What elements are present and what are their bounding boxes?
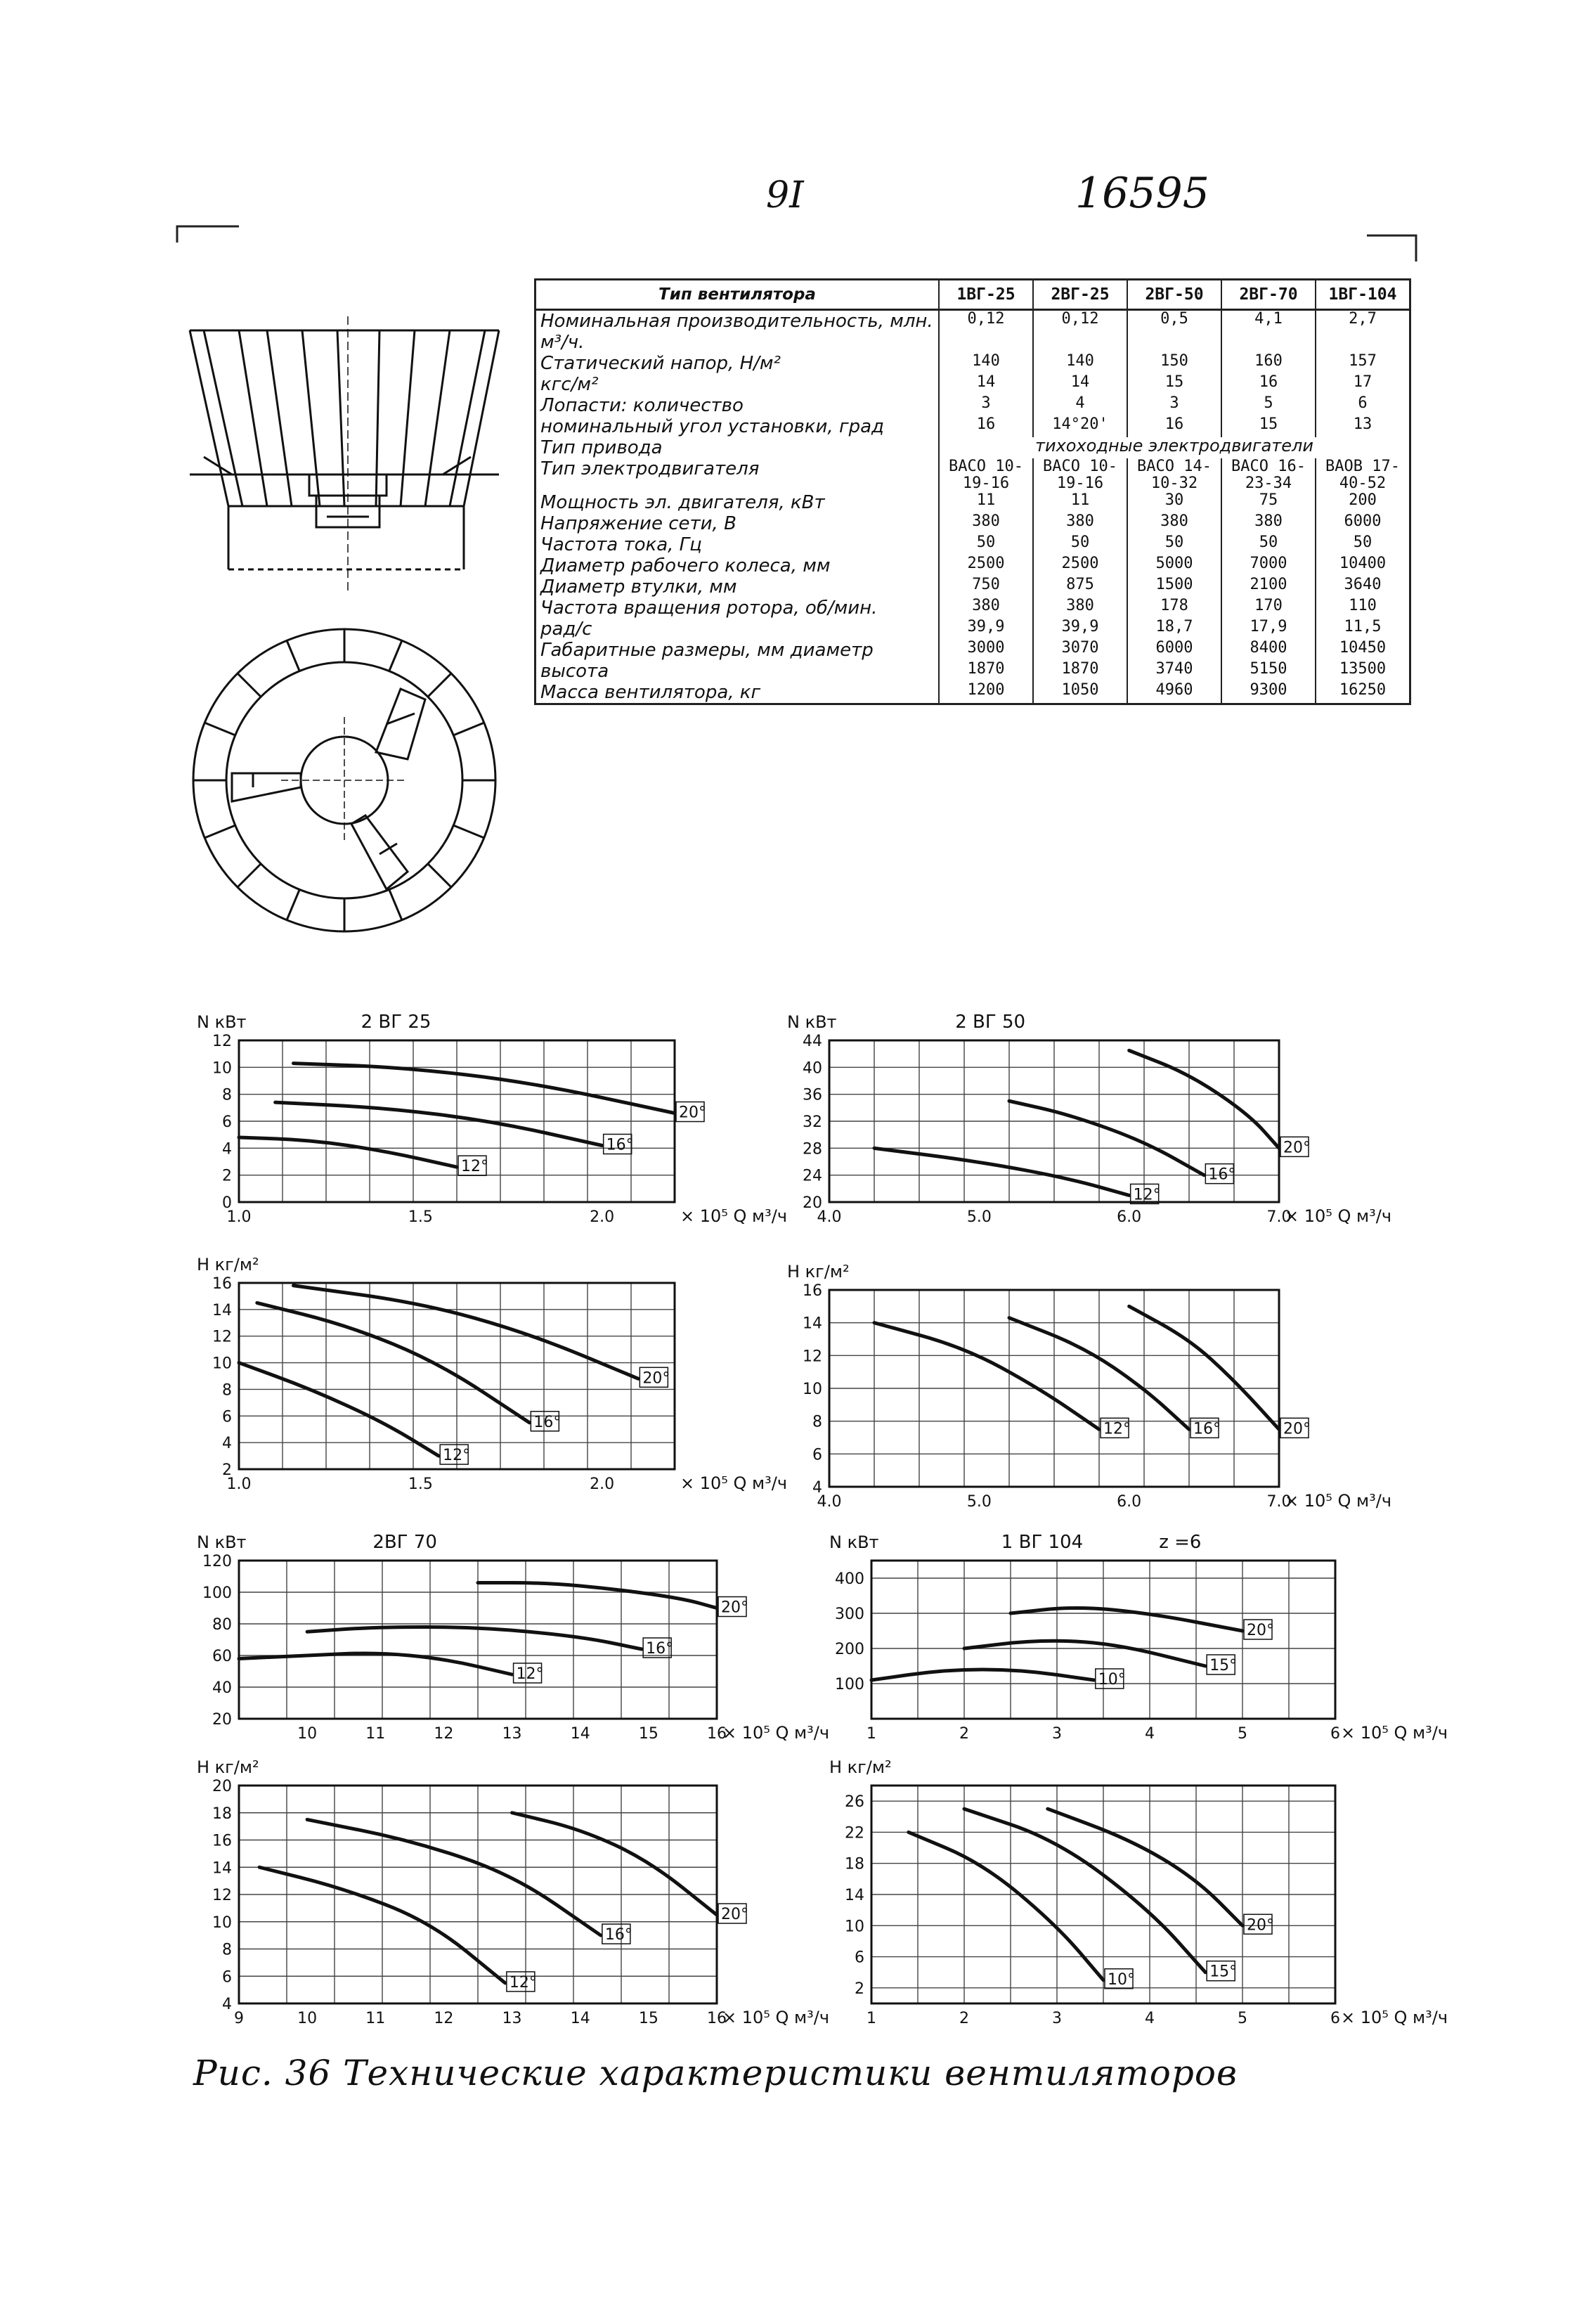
y-tick-label: 100 [202, 1584, 232, 1602]
x-tick-label: 11 [365, 1725, 386, 1743]
param-name: Тип привода [536, 437, 940, 458]
y-tick-label: 14 [803, 1315, 822, 1333]
series-label: 12° [461, 1158, 488, 1176]
param-value: 7000 [1221, 555, 1316, 576]
y-axis-label: H кг/м² [197, 1255, 259, 1274]
param-value: 1500 [1127, 576, 1221, 598]
param-value: ВАСО 16-23-34 [1221, 458, 1316, 492]
param-value: 10400 [1316, 555, 1410, 576]
series-label: 20° [721, 1906, 748, 1924]
param-value: 30 [1127, 492, 1221, 513]
y-tick-label: 20 [803, 1194, 822, 1212]
param-value: 6 [1316, 395, 1410, 416]
y-tick-label: 80 [212, 1616, 232, 1634]
table-row [536, 576, 1410, 598]
series-curve [307, 1819, 601, 1935]
y-tick-label: 40 [212, 1679, 232, 1697]
y-tick-label: 2 [222, 1167, 232, 1185]
y-tick-label: 12 [803, 1348, 822, 1366]
param-value: 16 [1221, 374, 1316, 395]
param-value: 1870 [1033, 661, 1127, 682]
param-value: 5000 [1127, 555, 1221, 576]
param-value: 14°20' [1033, 416, 1127, 437]
table-row [536, 555, 1410, 576]
x-tick-label: 10 [297, 2010, 318, 2027]
param-value: 1200 [939, 682, 1033, 704]
param-value: 380 [939, 598, 1033, 619]
series-curve [239, 1653, 512, 1674]
y-axis-label: N кВт [829, 1532, 879, 1552]
figure-caption: Рис. 36 Технические характеристики вентиляторов [193, 2053, 1238, 2093]
param-value: 16250 [1316, 682, 1410, 704]
param-name: Частота вращения ротора, об/мин. [536, 598, 940, 619]
table-row [536, 619, 1410, 640]
param-value: 5150 [1221, 661, 1316, 682]
series-label: 20° [1247, 1916, 1274, 1935]
param-value: 178 [1127, 598, 1221, 619]
chart-pressure-2vg25 [183, 1248, 788, 1504]
table-row [536, 661, 1410, 682]
x-axis-label: × 10⁵ Q м³/ч [680, 1206, 788, 1226]
param-value: 8400 [1221, 640, 1316, 661]
param-value: ВАСО 10-19-16 [939, 458, 1033, 492]
x-axis-label: × 10⁵ Q м³/ч [1285, 1491, 1392, 1511]
y-axis-label: N кВт [787, 1012, 837, 1032]
x-tick-label: 4 [1145, 2010, 1155, 2027]
series-curve [874, 1148, 1129, 1195]
x-tick-label: 1 [867, 2010, 876, 2027]
param-name: Габаритные размеры, мм диаметр [536, 640, 940, 661]
param-value: 16 [1127, 416, 1221, 437]
chart-title: 2 ВГ 25 [361, 1012, 431, 1033]
param-value: 4 [1033, 395, 1127, 416]
param-value: 50 [1127, 534, 1221, 555]
param-value: 6000 [1127, 640, 1221, 661]
y-tick-label: 2 [222, 1461, 232, 1479]
param-name: рад/с [536, 619, 940, 640]
param-value: 875 [1033, 576, 1127, 598]
y-tick-label: 32 [803, 1113, 822, 1131]
series-curve [478, 1583, 717, 1608]
param-value: 50 [1221, 534, 1316, 555]
x-tick-label: 13 [502, 1725, 522, 1743]
series-label: 20° [679, 1104, 706, 1122]
y-tick-label: 4 [222, 1140, 232, 1158]
x-tick-label: 1 [867, 1725, 876, 1743]
param-name: Мощность эл. двигателя, кВт [536, 492, 940, 513]
series-label: 16° [533, 1413, 562, 1431]
series-curve [239, 1363, 439, 1457]
x-tick-label: 1.0 [226, 1208, 252, 1226]
y-tick-label: 14 [212, 1301, 232, 1319]
x-axis-label: × 10⁵ Q м³/ч [722, 1723, 830, 1743]
x-axis-label: × 10⁵ Q м³/ч [1341, 2008, 1448, 2027]
model-header: 2ВГ-70 [1221, 280, 1316, 310]
series-label: 12° [1103, 1420, 1131, 1438]
y-tick-label: 8 [812, 1413, 822, 1431]
param-value: ВАСО 14-10-32 [1127, 458, 1221, 492]
y-tick-label: 2 [855, 1980, 864, 1998]
series-label: 10° [1108, 1970, 1135, 1989]
chart-pressure-2vg70 [183, 1754, 829, 2049]
x-tick-label: 2 [959, 1725, 969, 1743]
x-tick-label: 6.0 [1117, 1208, 1142, 1226]
table-header-param: Тип вентилятора [536, 280, 940, 310]
x-tick-label: 1.5 [408, 1208, 433, 1226]
y-tick-label: 14 [212, 1859, 232, 1878]
x-tick-label: 9 [234, 2010, 244, 2027]
y-tick-label: 28 [803, 1140, 822, 1158]
series-curve [294, 1286, 639, 1379]
x-tick-label: 12 [434, 1725, 454, 1743]
y-axis-label: H кг/м² [787, 1262, 850, 1282]
y-tick-label: 4 [222, 1435, 232, 1453]
x-tick-label: 2.0 [590, 1208, 615, 1226]
x-tick-label: 3 [1052, 1725, 1062, 1743]
series-label: 12° [1133, 1186, 1161, 1204]
chart-title: 1 ВГ 104 [1001, 1532, 1084, 1553]
model-header: 2ВГ-50 [1127, 280, 1221, 310]
chart-subtitle: z =6 [1159, 1532, 1202, 1553]
series-curve [512, 1813, 717, 1915]
y-tick-label: 10 [845, 1918, 864, 1936]
table-header-row [536, 280, 1410, 310]
y-tick-label: 12 [212, 1328, 232, 1346]
x-tick-label: 1.5 [408, 1476, 433, 1493]
series-curve [307, 1627, 642, 1650]
series-curve [1009, 1101, 1204, 1175]
x-tick-label: 5.0 [966, 1208, 992, 1226]
x-tick-label: 14 [570, 1725, 590, 1743]
x-tick-label: 13 [502, 2010, 522, 2027]
y-tick-label: 10 [212, 1913, 232, 1932]
param-span-value: тихоходные электродвигатели [939, 437, 1410, 458]
series-label: 10° [1098, 1671, 1126, 1689]
x-tick-label: 16 [707, 2010, 727, 2027]
series-label: 20° [1283, 1139, 1311, 1157]
table-row [536, 534, 1410, 555]
y-tick-label: 18 [212, 1805, 232, 1823]
x-tick-label: 6 [1330, 1725, 1340, 1743]
param-value: 150 [1127, 353, 1221, 374]
y-tick-label: 0 [222, 1194, 232, 1212]
x-axis-label: × 10⁵ Q м³/ч [1341, 1723, 1448, 1743]
param-value: 4960 [1127, 682, 1221, 704]
series-curve [871, 1670, 1094, 1680]
series-label: 16° [606, 1136, 634, 1154]
model-header: 2ВГ-25 [1033, 280, 1127, 310]
y-tick-label: 300 [835, 1606, 864, 1623]
param-value: 0,5 [1127, 310, 1221, 354]
y-tick-label: 400 [835, 1570, 864, 1588]
chart-pressure-2vg50 [773, 1248, 1441, 1529]
x-tick-label: 5 [1238, 1725, 1247, 1743]
x-tick-label: 12 [434, 2010, 454, 2027]
param-value: 0,12 [1033, 310, 1127, 354]
param-value: 11 [1033, 492, 1127, 513]
param-value: ВАСО 10-19-16 [1033, 458, 1127, 492]
x-tick-label: 2.0 [590, 1476, 615, 1493]
y-tick-label: 24 [803, 1167, 822, 1185]
param-value: 3 [1127, 395, 1221, 416]
param-value: 2500 [1033, 555, 1127, 576]
y-tick-label: 10 [803, 1381, 822, 1398]
param-value: 380 [1221, 513, 1316, 534]
table-row [536, 492, 1410, 513]
param-value: 75 [1221, 492, 1316, 513]
series-label: 20° [721, 1599, 748, 1617]
series-label: 16° [604, 1926, 632, 1944]
x-axis-label: × 10⁵ Q м³/ч [722, 2008, 830, 2027]
param-value: 380 [1127, 513, 1221, 534]
y-tick-label: 20 [212, 1711, 232, 1729]
chart-power-2vg70 [183, 1525, 829, 1750]
specification-table [534, 278, 1411, 705]
x-tick-label: 5 [1238, 2010, 1247, 2027]
y-tick-label: 10 [212, 1059, 232, 1078]
x-tick-label: 4 [1145, 1725, 1155, 1743]
param-value: 39,9 [1033, 619, 1127, 640]
series-label: 20° [1283, 1420, 1311, 1438]
y-tick-label: 12 [212, 1887, 232, 1904]
param-value: 5 [1221, 395, 1316, 416]
series-label: 16° [646, 1640, 674, 1658]
fan-drawing [176, 295, 541, 956]
series-curve [1129, 1050, 1279, 1148]
param-value: 2,7 [1316, 310, 1410, 354]
series-label: 15° [1209, 1657, 1238, 1674]
table-row [536, 458, 1410, 492]
chart-title: 2ВГ 70 [372, 1532, 437, 1553]
series-curve [964, 1809, 1205, 1973]
param-value: 1870 [939, 661, 1033, 682]
param-value: 0,12 [939, 310, 1033, 354]
y-tick-label: 18 [845, 1855, 864, 1873]
y-tick-label: 10 [212, 1355, 232, 1373]
series-curve [1011, 1608, 1242, 1632]
chart-title: 2 ВГ 50 [955, 1012, 1026, 1033]
model-header: 1ВГ-104 [1316, 280, 1410, 310]
param-value: 380 [1033, 598, 1127, 619]
table-row [536, 395, 1410, 416]
param-name: Напряжение сети, В [536, 513, 940, 534]
y-tick-label: 120 [202, 1553, 232, 1570]
y-tick-label: 4 [812, 1479, 822, 1497]
param-value: 110 [1316, 598, 1410, 619]
param-value: 2100 [1221, 576, 1316, 598]
y-tick-label: 60 [212, 1648, 232, 1665]
y-axis-label: N кВт [197, 1012, 247, 1032]
y-tick-label: 44 [803, 1033, 822, 1050]
y-tick-label: 100 [835, 1676, 864, 1693]
table-row [536, 682, 1410, 704]
x-tick-label: 2 [959, 2010, 969, 2027]
param-value: 200 [1316, 492, 1410, 513]
series-label: 16° [1193, 1420, 1221, 1438]
series-label: 12° [443, 1447, 471, 1465]
param-value: 2500 [939, 555, 1033, 576]
param-value: 17 [1316, 374, 1410, 395]
param-name: номинальный угол установки, град [536, 416, 940, 437]
y-tick-label: 8 [222, 1086, 232, 1104]
y-tick-label: 6 [222, 1968, 232, 1987]
y-tick-label: 22 [845, 1824, 864, 1842]
chart-power-2vg25 [183, 998, 788, 1237]
model-header: 1ВГ-25 [939, 280, 1033, 310]
x-tick-label: 10 [297, 1725, 318, 1743]
y-tick-label: 6 [222, 1113, 232, 1131]
param-value: 157 [1316, 353, 1410, 374]
param-name: Частота тока, Гц [536, 534, 940, 555]
fan-side-view [190, 316, 499, 590]
param-value: 140 [939, 353, 1033, 374]
param-value: 15 [1221, 416, 1316, 437]
param-value: 13 [1316, 416, 1410, 437]
param-name: Диаметр втулки, мм [536, 576, 940, 598]
series-curve [1129, 1306, 1279, 1429]
page-number: 9I [766, 174, 804, 217]
table-row [536, 640, 1410, 661]
param-value: 3640 [1316, 576, 1410, 598]
x-tick-label: 15 [638, 2010, 658, 2027]
param-value: 11,5 [1316, 619, 1410, 640]
x-tick-label: 5.0 [966, 1493, 992, 1511]
y-tick-label: 16 [212, 1275, 232, 1293]
series-label: 15° [1209, 1963, 1238, 1981]
param-value: 3740 [1127, 661, 1221, 682]
param-value: 1050 [1033, 682, 1127, 704]
chart-pressure-1vg104 [794, 1754, 1448, 2049]
x-tick-label: 4.0 [817, 1208, 842, 1226]
x-tick-label: 14 [570, 2010, 590, 2027]
param-value: 39,9 [939, 619, 1033, 640]
x-tick-label: 3 [1052, 2010, 1062, 2027]
param-value: 13500 [1316, 661, 1410, 682]
y-axis-label: H кг/м² [197, 1757, 259, 1777]
y-tick-label: 16 [212, 1832, 232, 1850]
table-row [536, 437, 1410, 458]
param-value: 3070 [1033, 640, 1127, 661]
param-name: Номинальная производительность, млн. м³/ч. [536, 310, 940, 354]
y-tick-label: 200 [835, 1641, 864, 1658]
series-label: 12° [516, 1665, 544, 1683]
x-axis-label: × 10⁵ Q м³/ч [680, 1473, 788, 1493]
y-axis-label: N кВт [197, 1532, 247, 1552]
param-name: кгс/м² [536, 374, 940, 395]
y-tick-label: 26 [845, 1793, 864, 1812]
table-row [536, 353, 1410, 374]
y-tick-label: 20 [212, 1778, 232, 1795]
corner-brackets [0, 0, 1577, 295]
series-curve [275, 1102, 602, 1145]
table-row [536, 513, 1410, 534]
param-value: 50 [1033, 534, 1127, 555]
param-value: 50 [939, 534, 1033, 555]
x-tick-label: 16 [707, 1725, 727, 1743]
param-value: 17,9 [1221, 619, 1316, 640]
param-value: 380 [1033, 513, 1127, 534]
param-value: 3 [939, 395, 1033, 416]
param-name: Диаметр рабочего колеса, мм [536, 555, 940, 576]
x-tick-label: 1.0 [226, 1476, 252, 1493]
param-value: 18,7 [1127, 619, 1221, 640]
param-name: Статический напор, Н/м² [536, 353, 940, 374]
table-row [536, 374, 1410, 395]
param-name: Тип электродвигателя [536, 458, 940, 492]
param-name: Лопасти: количество [536, 395, 940, 416]
param-value: 11 [939, 492, 1033, 513]
table-row [536, 598, 1410, 619]
table-row [536, 310, 1410, 354]
x-axis-label: × 10⁵ Q м³/ч [1285, 1206, 1392, 1226]
param-value: 6000 [1316, 513, 1410, 534]
x-tick-label: 15 [638, 1725, 658, 1743]
series-curve [964, 1641, 1205, 1666]
y-tick-label: 6 [812, 1446, 822, 1464]
x-tick-label: 4.0 [817, 1493, 842, 1511]
document-stamp: 16595 [1075, 169, 1209, 218]
param-value: 15 [1127, 374, 1221, 395]
param-value: 4,1 [1221, 310, 1316, 354]
param-value: 380 [939, 513, 1033, 534]
param-value: 140 [1033, 353, 1127, 374]
series-label: 16° [1208, 1166, 1236, 1184]
param-value: 3000 [939, 640, 1033, 661]
series-curve [239, 1137, 457, 1167]
y-tick-label: 4 [222, 1996, 232, 2013]
param-value: 10450 [1316, 640, 1410, 661]
param-name: Масса вентилятора, кг [536, 682, 940, 704]
y-tick-label: 12 [212, 1033, 232, 1050]
series-label: 20° [1247, 1622, 1274, 1639]
y-tick-label: 6 [855, 1949, 864, 1967]
param-value: 750 [939, 576, 1033, 598]
y-tick-label: 14 [845, 1887, 864, 1904]
chart-power-2vg50 [773, 998, 1441, 1237]
y-tick-label: 36 [803, 1086, 822, 1104]
x-tick-label: 11 [365, 2010, 386, 2027]
param-value: 160 [1221, 353, 1316, 374]
param-value: 9300 [1221, 682, 1316, 704]
y-axis-label: H кг/м² [829, 1757, 892, 1777]
x-tick-label: 6 [1330, 2010, 1340, 2027]
param-name: высота [536, 661, 940, 682]
param-value: 14 [1033, 374, 1127, 395]
chart-power-1vg104 [794, 1525, 1448, 1750]
y-tick-label: 40 [803, 1059, 822, 1078]
x-tick-label: 7.0 [1266, 1493, 1292, 1511]
param-value: 16 [939, 416, 1033, 437]
y-tick-label: 8 [222, 1941, 232, 1959]
fan-plan-view [193, 629, 495, 931]
y-tick-label: 6 [222, 1408, 232, 1426]
param-value: ВАОВ 17-40-52 [1316, 458, 1410, 492]
param-value: 170 [1221, 598, 1316, 619]
param-value: 14 [939, 374, 1033, 395]
y-tick-label: 16 [803, 1282, 822, 1300]
x-tick-label: 7.0 [1266, 1208, 1292, 1226]
x-tick-label: 6.0 [1117, 1493, 1142, 1511]
series-label: 20° [642, 1369, 670, 1388]
y-tick-label: 8 [222, 1381, 232, 1400]
series-label: 12° [509, 1973, 537, 1991]
table-row [536, 416, 1410, 437]
param-value: 50 [1316, 534, 1410, 555]
